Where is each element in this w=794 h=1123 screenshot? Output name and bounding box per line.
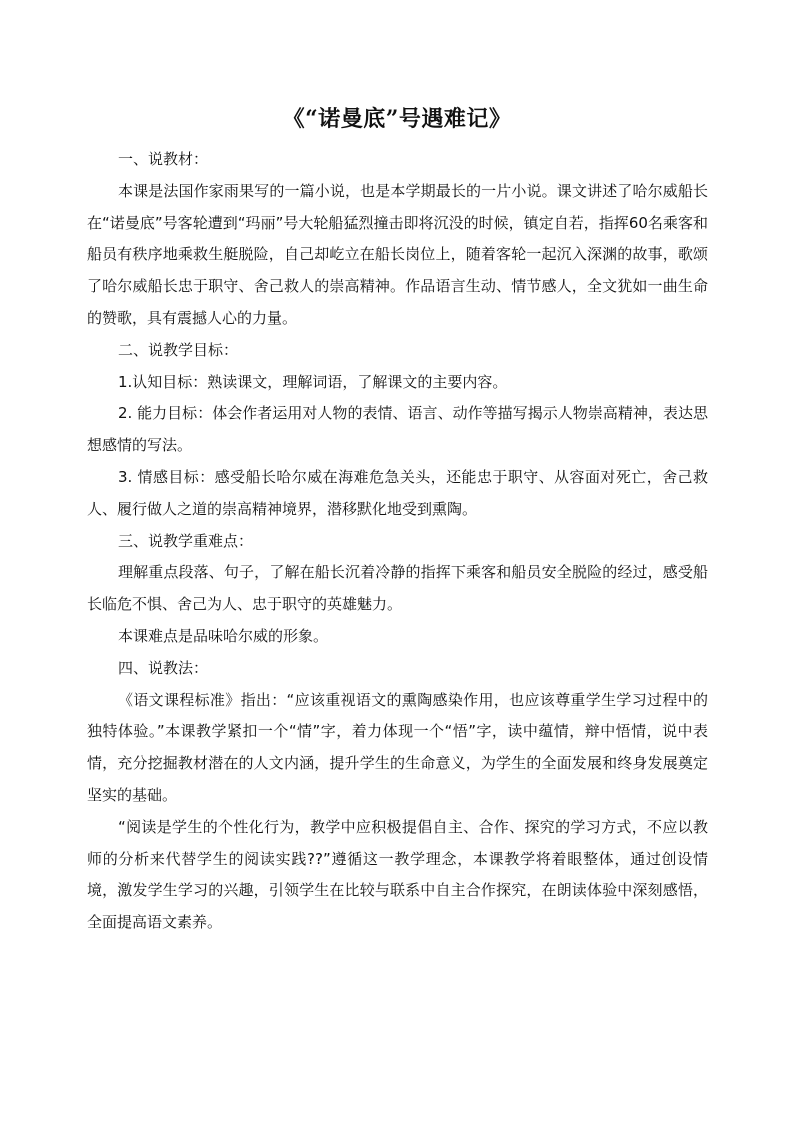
paragraph-key-points: 理解重点段落、句子，了解在船长沉着冷静的指挥下乘客和船员安全脱险的经过，感受船长临危不惧、舍己为人、忠于职守的英雄魅力。 (87, 563, 708, 614)
paragraph-method-reading: “阅读是学生的个性化行为，教学中应积极提倡自主、合作、探究的学习方式，不应以教师的分析来代替学生的阅读实践??”遵循这一教学理念，本课教学将着眼整体，通过创设情境，激发学生学习的兴趣，引领学生在比较与联系中自主合作探究，在朗读体验中深刻感悟，全面提高语文素养。 (87, 817, 708, 932)
paragraph-goal-cognitive: 1.认知目标：熟读课文，理解词语，了解课文的主要内容。 (118, 372, 508, 391)
paragraph-goal-emotion: 3. 情感目标：感受船长哈尔威在海难危急关头，还能忠于职守、从容面对死亡，舍己救人、履行做人之道的崇高精神境界，潜移默化地受到熏陶。 (87, 467, 708, 518)
heading-section-3: 三、说教学重难点： (118, 531, 254, 550)
heading-section-4: 四、说教法： (118, 658, 209, 677)
document-title: 《“诺曼底”号遇难记》 (282, 106, 512, 132)
heading-section-2: 二、说教学目标： (118, 340, 239, 359)
paragraph-method-standard: 《语文课程标准》指出：“应该重视语文的熏陶感染作用，也应该尊重学生学习过程中的独特体验。”本课教学紧扣一个“情”字，着力体现一个“悟”字，读中蕴情，辩中悟情，说中表情，充分挖掘教材潜在的人文内涵，提升学生的生命意义，为学生的全面发展和终身发展奠定坚实的基础。 (87, 690, 708, 804)
document-body (87, 144, 708, 939)
paragraph-textbook-intro: 本课是法国作家雨果写的一篇小说，也是本学期最长的一片小说。课文讲述了哈尔威船长在“诺曼底”号客轮遭到“玛丽”号大轮船猛烈撞击即将沉没的时候，镇定自若，指挥60名乘客和船员有秩序地乘救生艇脱险，自己却屹立在船长岗位上，随着客轮一起沉入深渊的故事，歌颂了哈尔威船长忠于职守、舍己救人的崇高精神。作品语言生动、情节感人，全文犹如一曲生命的赞歌，具有震撼人心的力量。 (87, 181, 708, 327)
paragraph-goal-ability: 2. 能力目标：体会作者运用对人物的表情、语言、动作等描写揭示人物崇高精神，表达思想感情的写法。 (87, 404, 708, 455)
paragraph-difficult-point: 本课难点是品味哈尔威的形象。 (118, 626, 329, 645)
heading-section-1: 一、说教材： (118, 150, 209, 168)
